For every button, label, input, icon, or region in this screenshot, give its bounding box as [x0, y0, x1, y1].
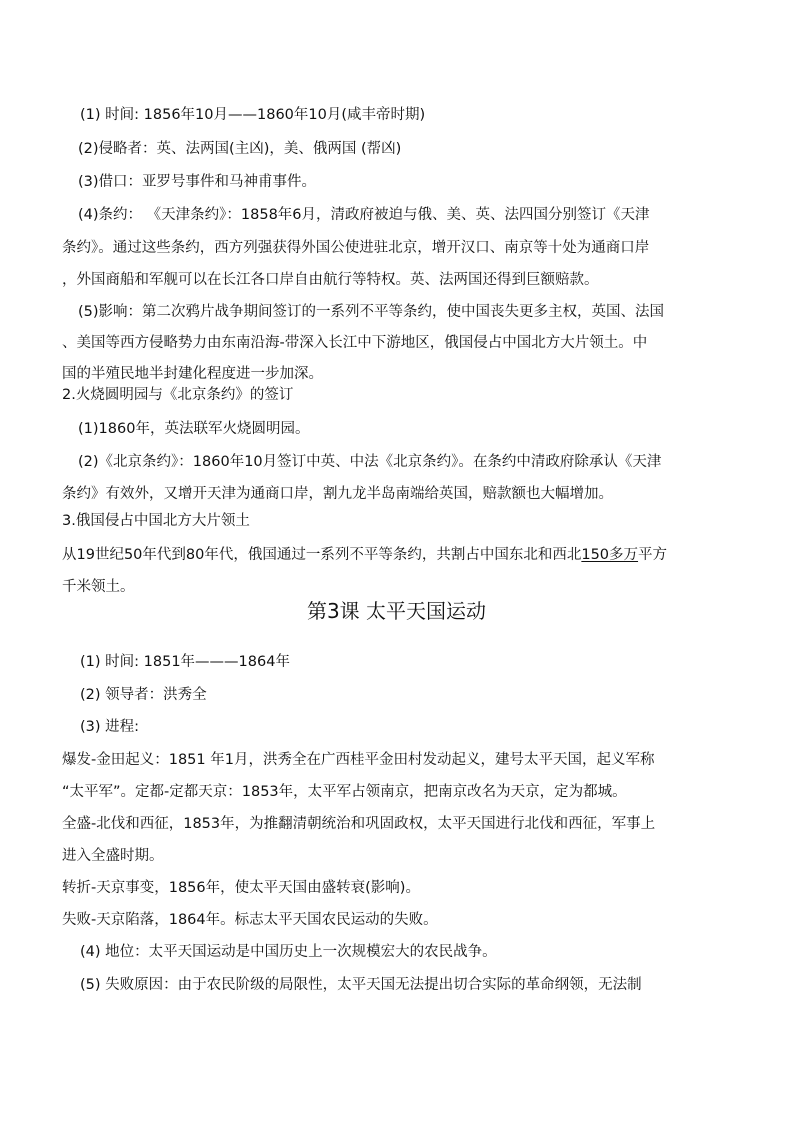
- war2-aggressors: (2)侵略者：英、法两国(主凶)，美、俄两国 (帮凶): [78, 141, 402, 157]
- taiping-peak-line-2: 进入全盛时期。: [62, 848, 164, 864]
- beijing-treaty-line-1: (2)《北京条约》：1860年10月签订中英、中法《北京条约》。在条约中清政府除承认《天津: [78, 454, 662, 470]
- lesson-heading: 第3课 太平天国运动: [306, 599, 487, 623]
- taiping-leader: (2) 领导者：洪秀全: [80, 687, 207, 703]
- taiping-failure-reason: (5) 失败原因：由于农民阶级的局限性，太平天国无法提出切合实际的革命纲领，无法制: [80, 977, 642, 993]
- territory-amount: 150多万: [581, 547, 639, 563]
- war2-time: (1) 时间: 1856年10月——1860年10月(咸丰帝时期): [80, 107, 426, 123]
- yuanmingyuan-burning: (1)1860年，英法联军火烧圆明园。: [78, 421, 310, 437]
- russia-line-1: [62, 545, 667, 565]
- beijing-treaty-line-2: 条约》有效外，又增开天津为通商口岸，割九龙半岛南端给英国，赔款额也大幅增加。: [62, 486, 613, 502]
- war2-impact-line-3: 国的半殖民地半封建化程度进一步加深。: [62, 366, 323, 382]
- taiping-peak-line-1: 全盛-北伐和西征，1853年，为推翻清朝统治和巩固政权，太平天国进行北伐和西征，军事上: [62, 816, 656, 832]
- section-title-yuanmingyuan: 2.火烧圆明园与《北京条约》的签订: [62, 387, 294, 403]
- taiping-time: (1) 时间: 1851年———1864年: [80, 654, 290, 670]
- taiping-outbreak-line-2: “太平军”。定都-定都天京：1853年，太平军占领南京，把南京改名为天京，定为都城。: [62, 784, 627, 800]
- taiping-process-label: (3) 进程:: [80, 719, 140, 735]
- russia-line-1-text: 从19世纪50年代到80年代，俄国通过一系列不平等条约，共割占中国东北和西北: [62, 547, 582, 563]
- taiping-failure: 失败-天京陷落，1864年。标志太平天国农民运动的失败。: [62, 912, 438, 928]
- russia-line-1-unit: 平方: [638, 547, 668, 563]
- war2-treaty-line-3: ，外国商船和军舰可以在长江各口岸自由航行等特权。英、法两国还得到巨额赔款。: [62, 272, 599, 288]
- section-title-russia: 3.俄国侵占中国北方大片领土: [62, 513, 250, 529]
- taiping-turning-point: 转折-天京事变，1856年，使太平天国由盛转衰(影响)。: [62, 880, 420, 896]
- war2-treaty-line-1: (4)条约： 《天津条约》：1858年6月，清政府被迫与俄、美、英、法四国分别签订《天津: [78, 207, 650, 223]
- war2-treaty-line-2: 条约》。通过这些条约，西方列强获得外国公使进驻北京，增开汉口、南京等十处为通商口岸: [62, 240, 650, 256]
- taiping-outbreak-line-1: 爆发-金田起义：1851 年1月，洪秀全在广西桂平金田村发动起义，建号太平天国，起义军称: [62, 752, 655, 768]
- war2-impact-line-1: (5)影响：第二次鸦片战争期间签订的一系列不平等条约，使中国丧失更多主权，英国、法国: [78, 304, 665, 320]
- war2-impact-line-2: 、美国等西方侵略势力由东南沿海-带深入长江中下游地区，俄国侵占中国北方大片领土。中: [62, 335, 648, 351]
- war2-pretext: (3)借口：亚罗号事件和马神甫事件。: [78, 174, 317, 190]
- taiping-status: (4) 地位：太平天国运动是中国历史上一次规模宏大的农民战争。: [80, 944, 497, 960]
- russia-line-2: 千米领土。: [62, 579, 135, 595]
